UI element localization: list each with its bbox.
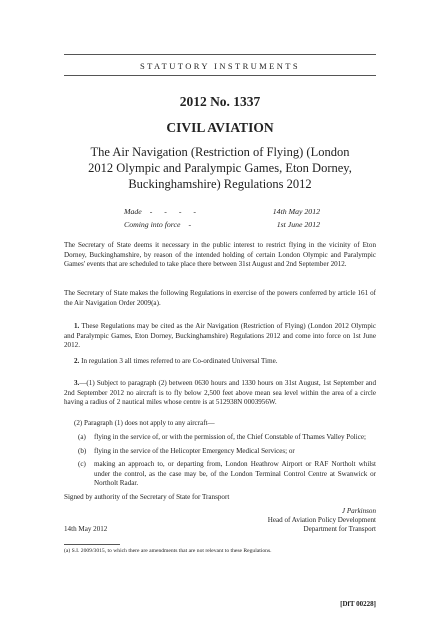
signatory-department: Department for Transport	[303, 525, 376, 533]
regulation-1-text: These Regulations may be cited as the Air Navigation (Restriction of Flying) (London 2012 Olympic and Paralympic Games, Eton Dorney, Buckinghamshire) Regulations 2012 and come into force on 1st June 2012.	[64, 322, 376, 350]
preamble-2: The Secretary of State makes the following Regulations in exercise of the powers conferred by article 161 of the Air Navigation Order 2009(a).	[64, 289, 376, 307]
document-code: [DfT 00228]	[340, 600, 376, 608]
list-item	[64, 447, 376, 457]
footnote: (a) S.I. 2009/3015, to which there are amendments that are not relevant to these Regulations.	[64, 548, 272, 554]
regulation-3	[64, 379, 376, 408]
regulation-3-text: —(1) Subject to paragraph (2) between 0630 hours and 1330 hours on 31st August, 1st September and 2nd September 2012 no aircraft is to fly below 2,500 feet above mean sea level within the area of a circle having a radius of 2 nautical miles whose centre is at 512938N 0003956W.	[64, 379, 376, 407]
header-rule	[64, 75, 376, 76]
made-date-row	[124, 207, 320, 220]
list-item-text: making an approach to, or departing from, London Heathrow Airport or RAF Northolt whilst under the control, as the case may be, of the London Terminal Control Centre at Swanwick or Northolt Radar.	[94, 460, 376, 488]
list-item-text: flying in the service of, or with the permission of, the Chief Constable of Thames Valley Police;	[94, 433, 367, 441]
list-item-text: flying in the service of the Helicopter Emergency Medical Services; or	[94, 446, 295, 455]
footnote-rule	[64, 544, 120, 545]
preamble-1: The Secretary of State deems it necessary in the public interest to restrict flying in the vicinity of Eton Dorney, Buckinghamshire, by reason of the intended holding of certain London Olympic and Paralympic Games' events that are scheduled to take place there between 31st August and 2nd September 2012.	[64, 241, 376, 269]
regulation-1-number: 1.	[74, 322, 80, 330]
signature-authority: Signed by authority of the Secretary of State for Transport	[64, 493, 230, 501]
list-item	[64, 433, 376, 443]
list-item-marker: (c)	[78, 460, 86, 469]
force-label: Coming into force	[124, 220, 181, 229]
list-item-marker: (a)	[78, 433, 86, 441]
regulation-2	[64, 357, 376, 367]
signatory-name: J Parkinson	[341, 507, 376, 515]
made-dots: - - - -	[149, 207, 201, 216]
top-rule	[64, 54, 376, 55]
regulation-3-number: 3.	[74, 379, 80, 387]
si-number: 2012 No. 1337	[179, 94, 261, 109]
exemption-list	[64, 433, 376, 489]
made-label: Made	[124, 207, 142, 216]
force-date-row	[124, 220, 320, 233]
signature-date: 14th May 2012	[64, 525, 108, 533]
list-item-marker: (b)	[78, 446, 87, 455]
regulation-2-number: 2.	[74, 357, 80, 365]
list-item	[64, 460, 376, 489]
force-value: 1st June 2012	[276, 220, 320, 229]
force-dots: -	[188, 220, 197, 229]
dates-block	[124, 207, 320, 233]
regulation-title: The Air Navigation (Restriction of Flying) (London 2012 Olympic and Paralympic Games, Eton Dorney, Buckinghamshire) Regulations 2012	[88, 145, 352, 191]
regulation-2-text: In regulation 3 all times referred to are Co-ordinated Universal Time.	[81, 357, 278, 365]
made-value: 14th May 2012	[272, 207, 320, 216]
regulation-1	[64, 322, 376, 351]
series-header: STATUTORY INSTRUMENTS	[140, 61, 300, 71]
regulation-3-para-2: (2) Paragraph (1) does not apply to any aircraft—	[74, 419, 215, 427]
subject-heading: CIVIL AVIATION	[166, 120, 274, 135]
signatory-role: Head of Aviation Policy Development	[267, 516, 376, 524]
